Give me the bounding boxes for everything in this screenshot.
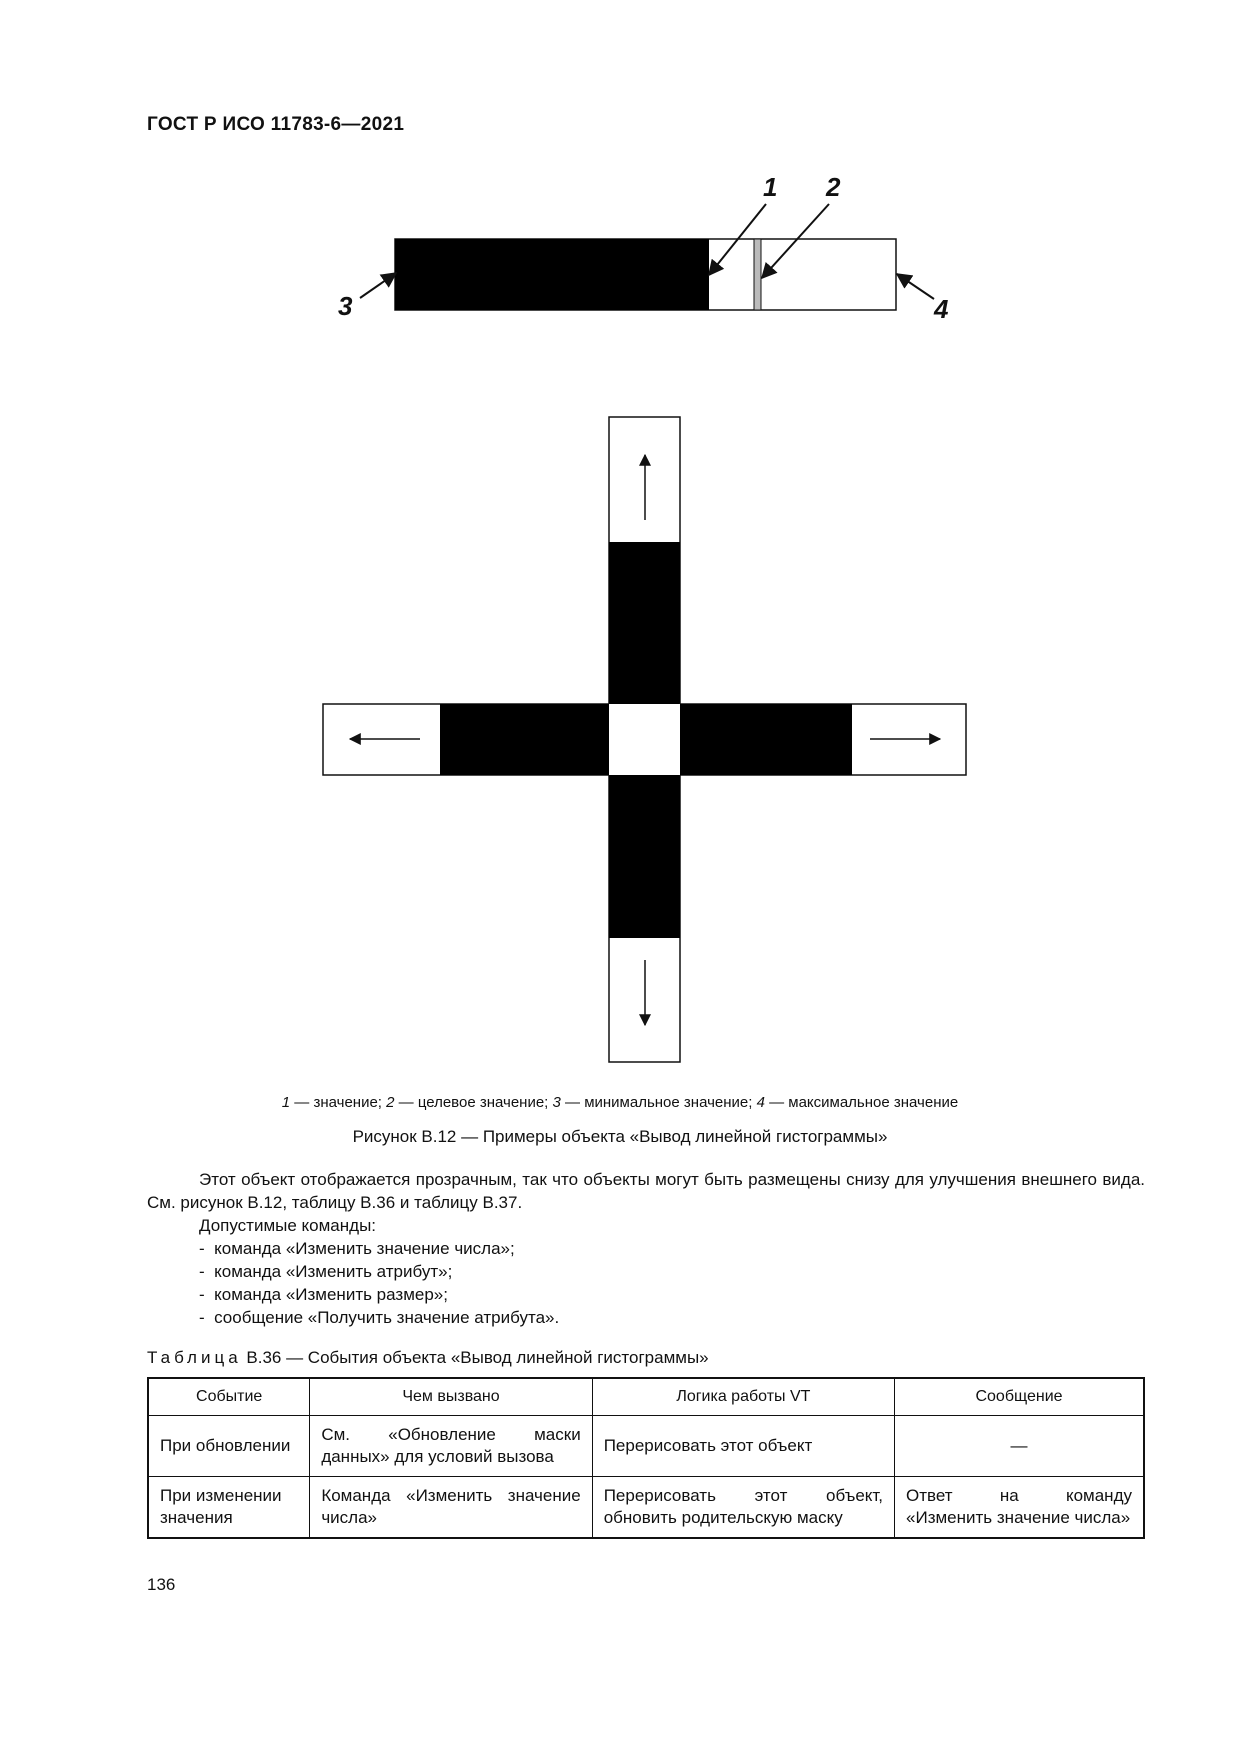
table-row xyxy=(148,1477,1144,1539)
legend-text-3: — минимальное значение; xyxy=(560,1094,757,1111)
body-paragraph xyxy=(147,1168,1145,1214)
table-cell: При изменении значения xyxy=(148,1477,310,1539)
events-table xyxy=(147,1377,1145,1539)
table-title-text: В.36 — События объекта «Вывод линейной гистограммы» xyxy=(246,1348,709,1367)
legend-text-1: — значение; xyxy=(290,1094,387,1111)
callout-3-arrow xyxy=(360,273,396,298)
table-title xyxy=(147,1348,709,1368)
bar-right-fill xyxy=(680,704,852,775)
figure-caption: Рисунок В.12 — Примеры объекта «Вывод линейной гистограммы» xyxy=(352,1127,888,1146)
legend-text-4: — максимальное значение xyxy=(764,1094,959,1111)
bar-value-fill xyxy=(395,239,709,310)
allowed-commands-title: Допустимые команды: xyxy=(199,1216,377,1235)
figure-legend xyxy=(0,1094,1240,1111)
table-cell: Перерисовать этот объект, обновить родительскую маску xyxy=(592,1477,894,1539)
callout-1: 1 xyxy=(763,172,778,202)
legend-text-2: — целевое значение; xyxy=(394,1094,553,1111)
table-header-cell: Сообщение xyxy=(895,1378,1144,1416)
document-header: ГОСТ Р ИСО 11783-6—2021 xyxy=(147,114,405,135)
table-header-cell: Событие xyxy=(148,1378,310,1416)
callout-3: 3 xyxy=(338,291,353,321)
bar-up-fill xyxy=(609,542,680,705)
callout-4-arrow xyxy=(897,274,934,299)
list-item: - команда «Изменить размер»; xyxy=(199,1283,559,1306)
table-header-row xyxy=(148,1378,1144,1416)
list-item: - команда «Изменить значение числа»; xyxy=(199,1237,559,1260)
cross-center xyxy=(609,704,680,775)
table-cell: При обновлении xyxy=(148,1416,310,1477)
horizontal-bar-example xyxy=(395,239,896,310)
table-header-cell: Чем вызвано xyxy=(310,1378,592,1416)
callout-4: 4 xyxy=(934,294,949,324)
page-number: 136 xyxy=(147,1575,176,1594)
table-header-cell: Логика работы VT xyxy=(592,1378,894,1416)
table-cell: — xyxy=(895,1416,1144,1477)
body-paragraph-text: Этот объект отображается прозрачным, так что объекты могут быть размещены снизу для улучшения внешнего вида. См. рисунок В.12, таблицу В.36 и таблицу В.37. xyxy=(147,1170,1145,1212)
table-cell: Перерисовать этот объект xyxy=(592,1416,894,1477)
table-cell: Ответ на команду «Изменить значение числа» xyxy=(895,1477,1144,1539)
bar-left-fill xyxy=(440,704,609,775)
legend-num-2: 2 xyxy=(386,1094,395,1111)
bar-down-fill xyxy=(609,775,680,938)
list-item: - сообщение «Получить значение атрибута». xyxy=(199,1306,559,1329)
list-item: - команда «Изменить атрибут»; xyxy=(199,1260,559,1283)
commands-list xyxy=(199,1237,559,1329)
legend-num-1: 1 xyxy=(281,1094,291,1111)
callout-2: 2 xyxy=(826,172,841,202)
table-cell: См. «Обновление маски данных» для условий вызова xyxy=(310,1416,592,1477)
table-label: Таблица xyxy=(147,1348,242,1367)
table-cell: Команда «Изменить значение числа» xyxy=(310,1477,592,1539)
legend-num-3: 3 xyxy=(552,1094,561,1111)
target-value-marker xyxy=(754,239,761,310)
legend-num-4: 4 xyxy=(756,1094,765,1111)
table-row xyxy=(148,1416,1144,1477)
cross-bars-example xyxy=(323,417,966,1062)
